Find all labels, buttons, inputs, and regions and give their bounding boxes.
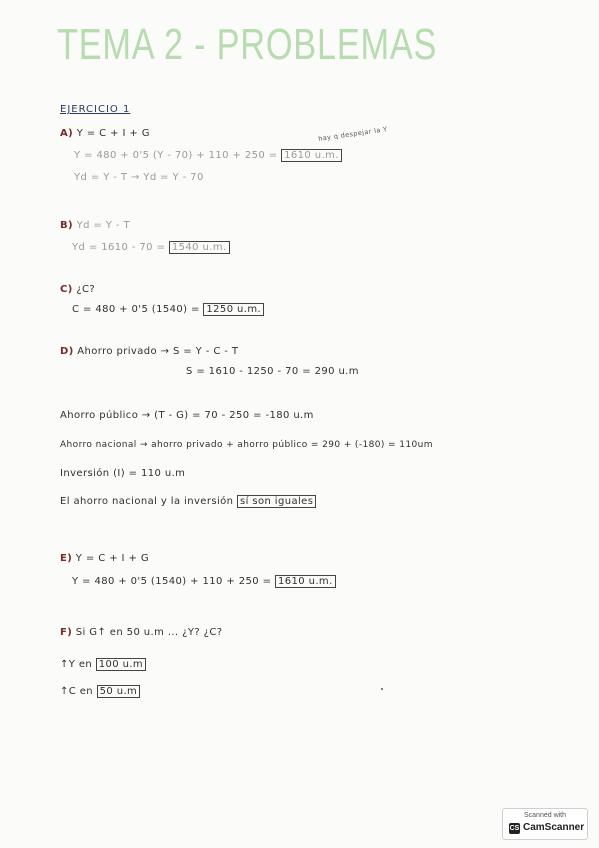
section-c-result: 1250 u.m. <box>203 303 264 316</box>
section-b-line1 <box>60 220 130 231</box>
section-c-question: ¿C? <box>76 284 96 295</box>
section-f-c-label: ↑C en <box>60 686 94 697</box>
section-f-line1 <box>60 627 222 638</box>
section-a-equation: Y = C + I + G <box>76 128 150 139</box>
page-title: TEMA 2 - PROBLEMAS <box>57 20 438 69</box>
section-d-line5: Inversión (I) = 110 u.m <box>60 468 186 479</box>
section-d-line6 <box>60 496 316 507</box>
section-d-line1 <box>60 346 238 357</box>
section-d-result: sí son iguales <box>237 495 316 508</box>
section-a-line2 <box>74 150 342 161</box>
section-d-label: D) <box>60 346 74 357</box>
scanned-with-text: Scanned with <box>523 812 567 819</box>
section-f-line2 <box>60 659 146 670</box>
section-f-line3 <box>60 686 140 697</box>
section-a-calc: Y = 480 + 0'5 (Y - 70) + 110 + 250 = <box>74 150 278 161</box>
section-b-result: 1540 u.m. <box>169 241 230 254</box>
section-d-line4: Ahorro nacional → ahorro privado + ahorro público = 290 + (-180) = 110um <box>60 440 433 450</box>
section-e-result: 1610 u.m. <box>275 575 336 588</box>
section-b-equation: Yd = Y - T <box>76 220 130 231</box>
section-c-line1 <box>60 284 95 295</box>
section-e-line2 <box>72 576 336 587</box>
margin-note: hay q despejar la Y <box>317 125 389 143</box>
section-c-calc: C = 480 + 0'5 (1540) = <box>72 304 200 315</box>
section-b-line2 <box>72 242 230 253</box>
camscanner-brand: CamScanner <box>523 822 585 833</box>
camscanner-watermark <box>502 808 588 840</box>
ink-dot <box>381 688 383 690</box>
section-f-y-result: 100 u.m <box>96 658 146 671</box>
camscanner-logo-icon: CS <box>509 825 520 832</box>
section-f-y-label: ↑Y en <box>60 659 93 670</box>
section-a-label: A) <box>60 128 74 139</box>
section-f-question: Si G↑ en 50 u.m ... ¿Y? ¿C? <box>75 627 223 638</box>
section-b-calc: Yd = 1610 - 70 = <box>72 242 166 253</box>
section-d-line3: Ahorro público → (T - G) = 70 - 250 = -180 u.m <box>60 410 314 421</box>
section-f-label: F) <box>60 627 73 638</box>
section-e-label: E) <box>60 553 73 564</box>
section-d-conclusion: El ahorro nacional y la inversión <box>60 496 234 507</box>
section-c-line2 <box>72 304 264 315</box>
section-d-private-saving: Ahorro privado → S = Y - C - T <box>77 346 239 357</box>
section-b-label: B) <box>60 220 73 231</box>
section-c-label: C) <box>60 284 73 295</box>
section-a-line3: Yd = Y - T → Yd = Y - 70 <box>74 172 204 183</box>
section-e-line1 <box>60 553 149 564</box>
section-a-line1 <box>60 128 150 139</box>
exercise-heading: EJERCICIO 1 <box>60 104 131 115</box>
section-d-line2: S = 1610 - 1250 - 70 = 290 u.m <box>186 366 359 377</box>
section-a-result: 1610 u.m. <box>281 149 342 162</box>
section-f-c-result: 50 u.m <box>97 685 141 698</box>
section-e-equation: Y = C + I + G <box>75 553 149 564</box>
section-e-calc: Y = 480 + 0'5 (1540) + 110 + 250 = <box>72 576 272 587</box>
